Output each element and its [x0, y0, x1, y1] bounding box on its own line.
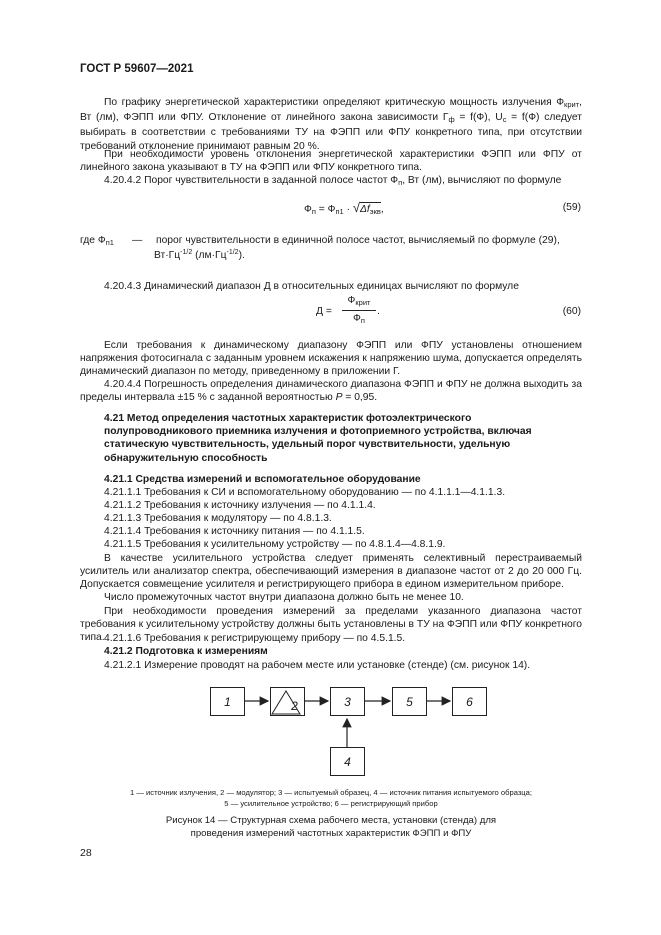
paragraph-setup: 4.21.2.1 Измерение проводят на рабочем месте или установке (стенде) (см. рисунок 14). — [104, 660, 531, 671]
paragraph-deviation-level: При необходимости уровень отклонения энергетической характеристики ФЭПП или ФПУ от линейного закона указывают в ТУ на ФЭПП или ФПУ конкретного типа. — [80, 149, 582, 174]
list-item: 4.21.1.3 Требования к модулятору — по 4.8.1.3. — [104, 513, 332, 524]
eq-symbol: Д = — [316, 306, 332, 317]
block-source: 1 — [210, 687, 245, 716]
subscript: крит — [564, 100, 580, 109]
eq-symbol: Ф — [347, 295, 356, 306]
text-fragment: ). — [238, 250, 245, 261]
text-fragment: 4.20.4.2 Порог чувствительности в заданной полосе частот Ф — [104, 175, 399, 186]
text-fragment: , Вт (лм), вычисляют по формуле — [402, 175, 562, 186]
subscript: п1 — [335, 207, 344, 216]
where-text: порог чувствительности в единичной полосе частот, вычисляемый по формуле (29), — [156, 235, 560, 246]
paragraph-amplifier: В качестве усилительного устройства следует применять селективный перестраиваемый усилитель или анализатор спектра, обеспечивающий измерения в диапазоне частот от 2 до 20 000 Гц. Допускается совмещение усилителя и регистрирующего прибора в едином измерительном приборе. — [80, 553, 582, 591]
paragraph-distortion: Если требования к динамическому диапазону ФЭПП или ФПУ установлены отношением напряжения фотосигнала с заданным уровнем искажения к напряжению шума, допускается определять динамический диапазон по методу, приведенному в приложении Г. — [80, 340, 582, 378]
page-number: 28 — [80, 847, 92, 859]
block-power-supply: 4 — [330, 747, 365, 776]
text-fragment: (лм·Гц — [192, 250, 227, 261]
figure-legend-line-2: 5 — усилительное устройство; 6 — регистрирующий прибор — [224, 799, 438, 808]
where-dash: — — [132, 235, 143, 246]
fraction-denominator — [342, 313, 376, 325]
list-item: 4.21.1.6 Требования к регистрирующему прибору — по 4.5.1.5. — [104, 633, 406, 644]
eq-symbol: = Ф — [315, 204, 336, 215]
paragraph-threshold — [80, 174, 582, 189]
subscript: ф — [448, 115, 455, 125]
block-amplifier: 5 — [392, 687, 427, 716]
eq-symbol: Ф — [353, 313, 361, 324]
paragraph-critical-power — [80, 96, 582, 153]
superscript: -1/2 — [226, 249, 239, 256]
paragraph-intermediate-frequencies: Число промежуточных частот внутри диапазона должно быть не менее 10. — [104, 592, 464, 603]
where-clause — [80, 235, 582, 247]
text-fragment: , Вт (лм), ФЭПП или ФПУ. Отклонение от линейного закона зависимости Г — [80, 97, 582, 124]
equation-number-59: (59) — [562, 202, 581, 213]
figure-legend-line-1: 1 — источник излучения, 2 — модулятор; 3 — испытуемый образец, 4 — источник питания испытуемого образца; — [130, 788, 532, 797]
superscript: -1/2 — [180, 249, 193, 256]
subscript: п — [398, 178, 403, 187]
subscript: п — [360, 316, 365, 325]
subscript: с — [502, 115, 507, 125]
where-units — [154, 249, 245, 261]
text-fragment: P — [335, 392, 343, 404]
list-item: 4.21.1.2 Требования к источнику излучения — по 4.1.1.4. — [104, 500, 376, 511]
equation-number-60: (60) — [562, 306, 581, 317]
text-fragment: = f(Ф) следует выбирать в соответствии с требованиями ТУ на ФЭПП или ФПУ конкретного типа, при отсутствии требований отклонение принимают равным 20 %. — [80, 112, 582, 152]
subscript: крит — [355, 298, 371, 307]
list-item: 4.21.1.1 Требования к СИ и вспомогательному оборудованию — по 4.1.1.1—4.1.1.3. — [104, 487, 506, 498]
figure-caption: Рисунок 14 — Структурная схема рабочего места, установки (стенда) для проведения измерений частотных характеристик ФЭПП и ФПУ — [165, 815, 497, 839]
subscript: п1 — [105, 238, 114, 247]
paragraph-accuracy — [80, 378, 582, 404]
sqrt-argument — [360, 202, 381, 215]
list-item: 4.21.1.4 Требования к источнику питания — по 4.1.1.5. — [104, 526, 365, 537]
text-fragment: Вт·Гц — [154, 250, 181, 261]
eq-symbol: . — [377, 306, 380, 317]
block-sample: 3 — [330, 687, 365, 716]
eq-symbol: Δf — [360, 204, 370, 215]
subscript: экв — [369, 207, 381, 216]
eq-symbol: · — [343, 204, 353, 215]
text-fragment: По графику энергетической характеристики определяют критическую мощность излучения Ф — [104, 97, 565, 108]
eq-symbol: , — [380, 204, 384, 215]
text-fragment: 4.20.4.4 Погрешность определения динамического диапазона ФЭПП и ФПУ не должна выходить за пределы интервала ±15 % с заданной вероятностью — [80, 379, 582, 404]
eq-symbol: Ф — [304, 204, 312, 215]
section-heading-4-21: 4.21 Метод определения частотных характеристик фотоэлектрического полупроводникового приемника излучения и фотоприемного устройства, включая статическую чувствительность, удельный порог чувствительности, удельную обнаружительную способность — [104, 413, 532, 464]
fraction-bar — [342, 310, 376, 311]
text-fragment: = f(Ф), U — [454, 112, 503, 124]
sqrt-sign-icon: √ — [352, 200, 361, 215]
paragraph-out-of-range: При необходимости проведения измерений за пределами указанного диапазона частот требования к усилительному устройству должны быть установлены в ТУ на ФЭПП или ФПУ конкретного типа. — [80, 606, 582, 644]
subsection-heading-4-21-2: 4.21.2 Подготовка к измерениям — [104, 646, 268, 657]
subscript: п — [311, 207, 316, 216]
subsection-heading-4-21-1: 4.21.1 Средства измерений и вспомогательное оборудование — [104, 474, 421, 485]
equation-59 — [304, 200, 384, 216]
text-fragment: = 0,95. — [342, 392, 378, 404]
fraction-numerator — [342, 295, 376, 307]
where-label: где Ф — [80, 235, 106, 246]
document-header: ГОСТ Р 59607—2021 — [80, 63, 194, 75]
list-item: 4.21.1.5 Требования к усилительному устройству — по 4.8.1.4—4.8.1.9. — [104, 539, 446, 550]
block-modulator: 2 — [270, 687, 305, 716]
block-recorder: 6 — [452, 687, 487, 716]
paragraph-dynamic-range: 4.20.4.3 Динамический диапазон Д в относительных единицах вычисляют по формуле — [104, 281, 519, 292]
